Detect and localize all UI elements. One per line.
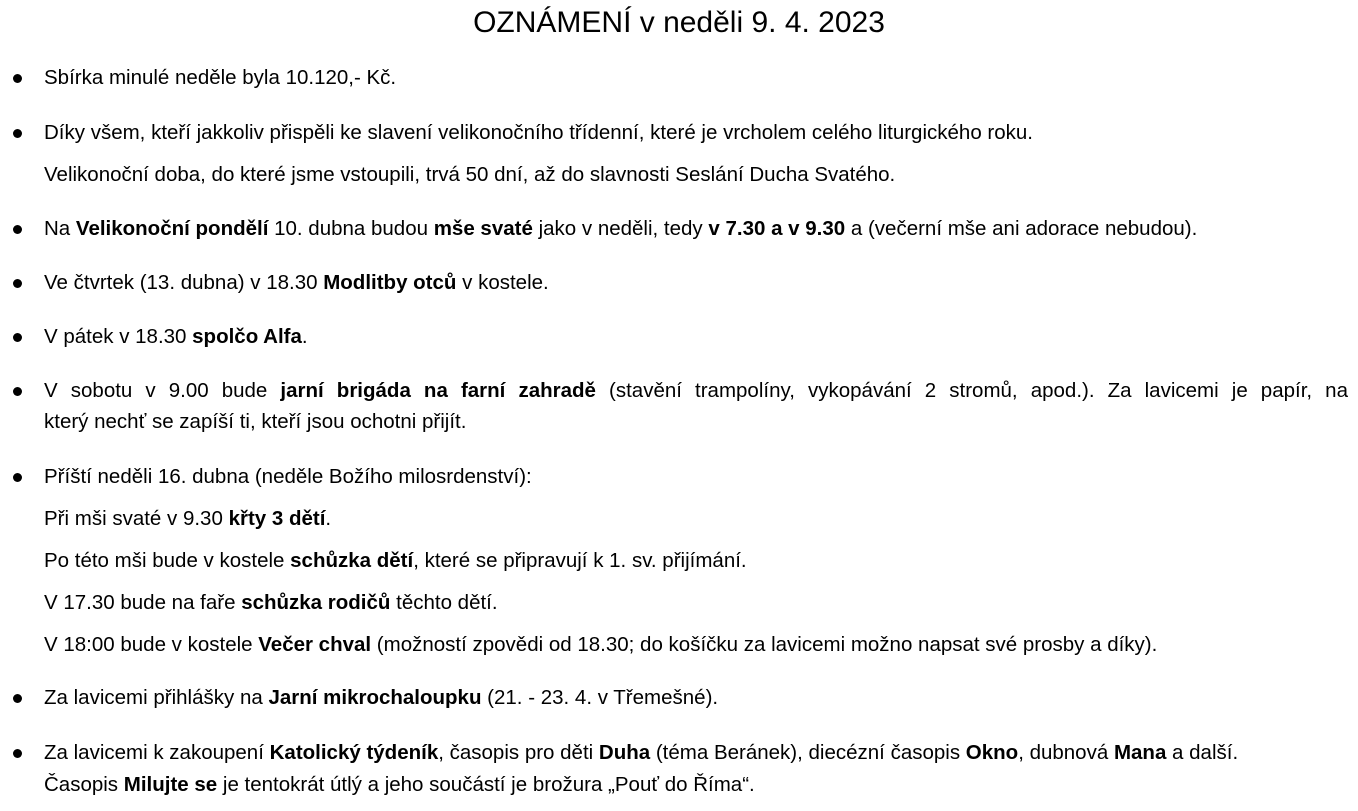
text: (21. - 23. 4. v Třemešné). bbox=[481, 686, 719, 709]
item-line bbox=[44, 208, 1197, 250]
bold-text: Večer chval bbox=[258, 633, 372, 656]
text: jako v neděli, tedy bbox=[532, 217, 709, 240]
bold-text: Mana bbox=[1113, 741, 1167, 764]
item-line bbox=[44, 112, 1033, 154]
bullet-icon bbox=[13, 333, 22, 342]
text: Ve čtvrtek (13. dubna) v 18.30 bbox=[44, 271, 324, 294]
item-line bbox=[44, 764, 755, 806]
text: Na bbox=[44, 217, 76, 240]
bold-text: Modlitby otců bbox=[323, 271, 457, 294]
item-line bbox=[44, 57, 396, 99]
text: . bbox=[325, 507, 332, 530]
bold-text: Katolický týdeník bbox=[269, 741, 439, 764]
bold-text: spolčo Alfa bbox=[192, 325, 302, 348]
text: Za lavicemi přihlášky na bbox=[44, 686, 269, 709]
item-line bbox=[44, 498, 331, 540]
text: Po této mši bude v kostele bbox=[44, 549, 291, 572]
item-line bbox=[44, 154, 895, 196]
text: a další. bbox=[1166, 741, 1239, 764]
bold-text: Duha bbox=[598, 741, 651, 764]
text: , které se připravují k 1. sv. přijímání. bbox=[413, 549, 747, 572]
bold-text: Milujte se bbox=[123, 773, 218, 796]
item-line bbox=[44, 677, 718, 719]
text: v kostele. bbox=[456, 271, 549, 294]
bold-text: schůzka rodičů bbox=[241, 591, 391, 614]
bold-text: Okno bbox=[965, 741, 1019, 764]
bold-text: v 7.30 a v 9.30 bbox=[708, 217, 846, 240]
text: je tentokrát útlý a jeho součástí je brožura „Pouť do Říma“. bbox=[217, 773, 755, 796]
bullet-icon bbox=[13, 279, 22, 288]
bullet-icon bbox=[13, 473, 22, 482]
text: a (večerní mše ani adorace nebudou). bbox=[845, 217, 1198, 240]
bold-text: křty 3 dětí bbox=[228, 507, 326, 530]
text: (možností zpovědi od 18.30; do košíčku za lavicemi možno napsat své prosby a díky). bbox=[371, 633, 1158, 656]
text: , časopis pro děti bbox=[438, 741, 599, 764]
text: , dubnová bbox=[1018, 741, 1114, 764]
text: (téma Beránek), diecézní časopis bbox=[650, 741, 966, 764]
text: V sobotu v 9.00 bude bbox=[44, 379, 281, 402]
bullet-icon bbox=[13, 129, 22, 138]
item-line bbox=[44, 540, 747, 582]
bold-text: schůzka dětí bbox=[290, 549, 414, 572]
bold-text: mše svaté bbox=[433, 217, 533, 240]
bullet-icon bbox=[13, 74, 22, 83]
text: (stavění trampolíny, vykopávání 2 stromů, apod.). Za lavicemi je papír, na bbox=[595, 379, 1348, 402]
text: V 17.30 bude na faře bbox=[44, 591, 242, 614]
text: V pátek v 18.30 bbox=[44, 325, 193, 348]
text: Příští neděli 16. dubna (neděle Božího milosrdenství): bbox=[44, 465, 532, 488]
text: Při mši svaté v 9.30 bbox=[44, 507, 229, 530]
text: Za lavicemi k zakoupení bbox=[44, 741, 270, 764]
text: který nechť se zapíší ti, kteří jsou ochotni přijít. bbox=[44, 410, 467, 433]
item-line bbox=[44, 456, 532, 498]
bullet-icon bbox=[13, 749, 22, 758]
text: těchto dětí. bbox=[390, 591, 498, 614]
bullet-icon bbox=[13, 694, 22, 703]
text: Díky všem, kteří jakkoliv přispěli ke slavení velikonočního třídenní, které je vrcholem celého liturgického roku. bbox=[44, 121, 1033, 144]
text: Velikonoční doba, do které jsme vstoupili, trvá 50 dní, až do slavnosti Seslání Ducha Svatého. bbox=[44, 163, 896, 186]
text: 10. dubna budou bbox=[268, 217, 434, 240]
item-line bbox=[44, 401, 466, 443]
item-line bbox=[44, 262, 549, 304]
bold-text: Jarní mikrochaloupku bbox=[268, 686, 482, 709]
text: . bbox=[301, 325, 308, 348]
page-title: OZNÁMENÍ v neděli 9. 4. 2023 bbox=[473, 6, 885, 39]
bold-text: jarní brigáda na farní zahradě bbox=[280, 379, 596, 402]
item-line bbox=[44, 316, 308, 358]
item-line bbox=[44, 582, 498, 624]
text: Sbírka minulé neděle byla 10.120,- Kč. bbox=[44, 66, 397, 89]
text: V 18:00 bude v kostele bbox=[44, 633, 259, 656]
bold-text: Velikonoční pondělí bbox=[75, 217, 269, 240]
bullet-icon bbox=[13, 387, 22, 396]
bullet-icon bbox=[13, 225, 22, 234]
item-line bbox=[44, 624, 1157, 666]
text: Časopis bbox=[44, 773, 124, 796]
